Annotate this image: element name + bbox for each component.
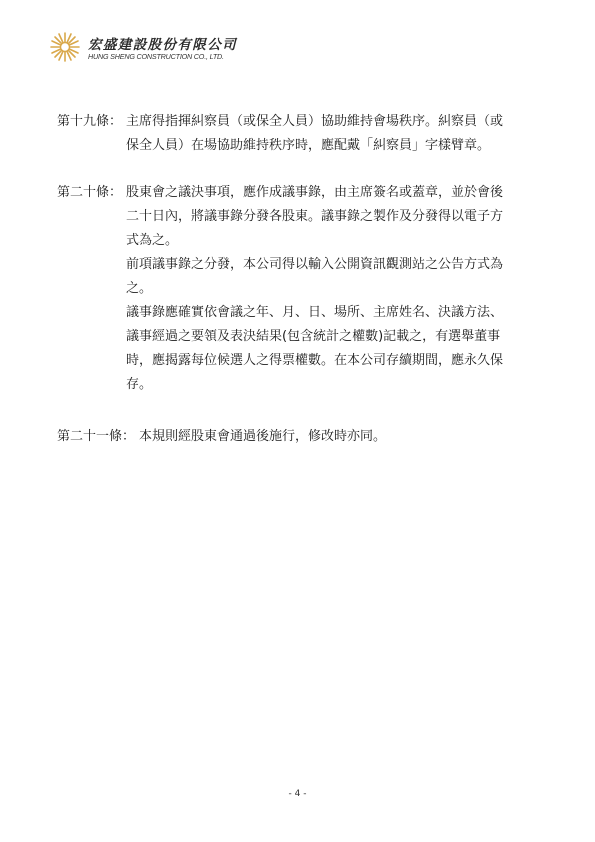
article-label: 第二十一條：: [57, 429, 136, 444]
article-label: 第二十條：: [57, 185, 123, 200]
article-20: [57, 181, 537, 397]
company-name-en: HUNG SHENG CONSTRUCTION CO., LTD.: [88, 52, 224, 61]
article-line: 時，應揭露每位候選人之得票權數。在本公司存續期間，應永久保: [126, 353, 504, 368]
article-line: 股東會之議決事項，應作成議事錄，由主席簽名或蓋章，並於會後: [126, 185, 504, 200]
article-line: 主席得指揮糾察員（或保全人員）協助維持會場秩序。糾察員（或: [126, 114, 504, 129]
page-number: - 4 -: [288, 789, 307, 799]
article-line: 存。: [126, 377, 153, 392]
article-line: 議事經過之要領及表決結果(包含統計之權數)記載之，有選舉董事: [126, 329, 501, 344]
article-line: 式為之。: [126, 233, 179, 248]
article-line: 前項議事錄之分發，本公司得以輸入公開資訊觀測站之公告方式為: [126, 257, 504, 272]
letterhead: [48, 30, 268, 66]
article-line: 本規則經股東會通過後施行，修改時亦同。: [139, 429, 387, 444]
article-line: 議事錄應確實依會議之年、月、日、場所、主席姓名、決議方法、: [126, 305, 504, 320]
article-line: 二十日內，將議事錄分發各股東。議事錄之製作及分發得以電子方: [126, 209, 504, 224]
article-label: 第十九條：: [57, 114, 123, 129]
article-line: 之。: [126, 281, 153, 296]
article-21: [57, 425, 537, 449]
article-line: 保全人員）在場協助維持秩序時，應配戴「糾察員」字樣臂章。: [126, 138, 491, 153]
article-19: [57, 110, 537, 158]
company-name-cn: 宏盛建設股份有限公司: [88, 37, 237, 53]
company-logo-icon: [48, 30, 82, 64]
